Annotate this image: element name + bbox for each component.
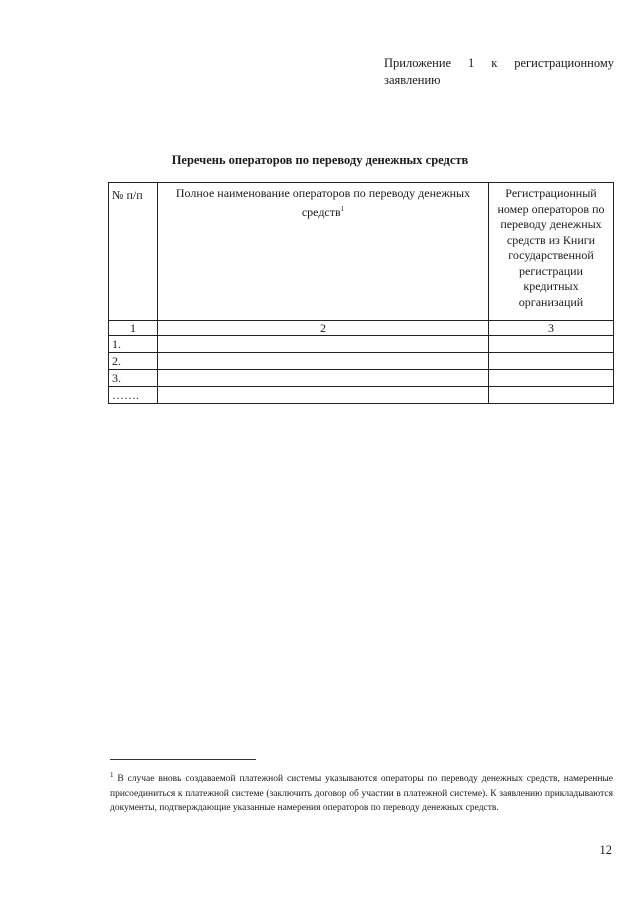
column-number: 3 xyxy=(489,321,614,336)
footnote xyxy=(110,768,613,816)
header-operator-name xyxy=(158,183,489,321)
row-operator-name xyxy=(158,336,489,353)
header-footnote-mark: 1 xyxy=(340,204,345,213)
table-row xyxy=(109,370,614,387)
row-operator-name xyxy=(158,387,489,404)
document-title: Перечень операторов по переводу денежных средств xyxy=(171,153,469,167)
row-registration-number xyxy=(489,336,614,353)
header-operator-name-text: Полное наименование операторов по переводу денежных средств xyxy=(175,186,471,219)
header-number: № п/п xyxy=(109,183,158,321)
footnote-text: В случае вновь создаваемой платежной системы указываются операторы по переводу денежных средств, намеренные присоединиться к платежной системе (заключить договор об участии в платежной системе). К заявлению прикладываются документы, подтверждающие указанные намерения операторов по переводу денежных средств. xyxy=(110,774,614,814)
row-registration-number xyxy=(489,353,614,370)
table-row xyxy=(109,336,614,353)
row-number: ……. xyxy=(109,387,158,404)
footnote-separator xyxy=(110,759,256,760)
row-registration-number xyxy=(489,387,614,404)
page-number: 12 xyxy=(599,843,612,857)
table-header-row xyxy=(109,183,614,321)
footnote-mark: 1 xyxy=(110,771,114,779)
row-operator-name xyxy=(158,370,489,387)
header-registration-number: Регистрационный номер операторов по переводу денежных средств из Книги государственной регистрации кредитных организаций xyxy=(489,183,614,321)
column-number: 1 xyxy=(109,321,158,336)
operators-table xyxy=(108,182,614,404)
table-row xyxy=(109,353,614,370)
column-number-row xyxy=(109,321,614,336)
row-number: 1. xyxy=(109,336,158,353)
table-row xyxy=(109,387,614,404)
row-number: 2. xyxy=(109,353,158,370)
row-operator-name xyxy=(158,353,489,370)
appendix-note: Приложение 1 к регистрационному заявлению xyxy=(384,56,614,87)
row-registration-number xyxy=(489,370,614,387)
row-number: 3. xyxy=(109,370,158,387)
column-number: 2 xyxy=(158,321,489,336)
